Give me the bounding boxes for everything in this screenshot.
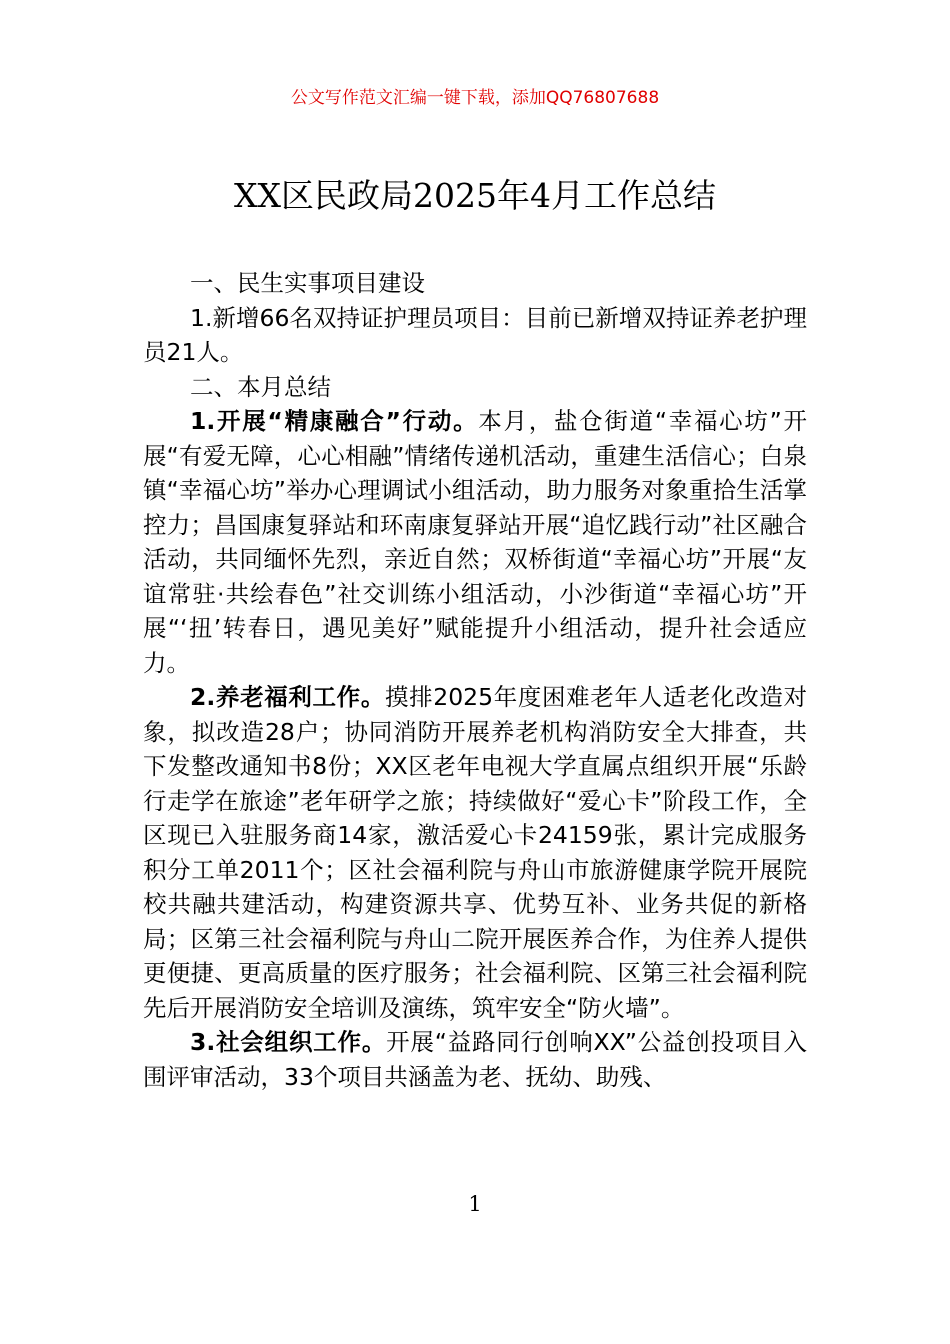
paragraph-2-body: 摸排2025年度困难老年人适老化改造对象，拟改造28户；协同消防开展养老机构消防安全大排查，共下发整改通知书8份；XX区老年电视大学直属点组织开展“乐龄行走学在旅途”老年研学之旅；持续做好“爱心卡”阶段工作，全区现已入驻服务商14家，激活爱心卡24159张，累计完成服务积分工单2011个；区社会福利院与舟山市旅游健康学院开展院校共融共建活动，构建资源共享、优势互补、业务共促的新格局；区第三社会福利院与舟山二院开展医养合作，为住养人提供更便捷、更高质量的医疗服务；社会福利院、区第三社会福利院先后开展消防安全培训及演练，筑牢安全“防火墙”。 <box>143 683 807 1022</box>
paragraph-2 <box>143 680 807 1025</box>
section-heading-1: 一、民生实事项目建设 <box>190 269 425 297</box>
paragraph-1 <box>143 404 807 680</box>
paragraph-3-lead: 3.社会组织工作。 <box>190 1028 387 1056</box>
download-banner: 公文写作范文汇编一键下载，添加QQ76807688 <box>290 88 660 108</box>
page-number: 1 <box>468 1192 482 1216</box>
document-body <box>143 266 807 1094</box>
paragraph-3 <box>143 1025 807 1094</box>
section-heading-2: 二、本月总结 <box>190 372 331 401</box>
paragraph-3-body: 开展“益路同行创响XX”公益创投项目入围评审活动，33个项目共涵盖为老、抚幼、助残、 <box>143 1028 807 1091</box>
paragraph-2-lead: 2.养老福利工作。 <box>190 683 385 711</box>
paragraph-1-body: 本月，盐仓街道“幸福心坊”开展“有爱无障，心心相融”情绪传递机活动，重建生活信心；白泉镇“幸福心坊”举办心理调试小组活动，助力服务对象重拾生活掌控力；昌国康复驿站和环南康复驿站开展“追忆践行动”社区融合活动，共同缅怀先烈，亲近自然；双桥街道“幸福心坊”开展“友谊常驻·共绘春色”社交训练小组活动，小沙街道“幸福心坊”开展“‘扭’转春日，遇见美好”赋能提升小组活动，提升社会适应力。 <box>143 407 807 677</box>
document-title: XX区民政局2025年4月工作总结 <box>234 176 716 215</box>
section-1-item-1: 1.新增66名双持证护理员项目：目前已新增双持证养老护理员21人。 <box>143 303 807 366</box>
paragraph-1-lead: 1.开展“精康融合”行动。 <box>190 407 479 435</box>
